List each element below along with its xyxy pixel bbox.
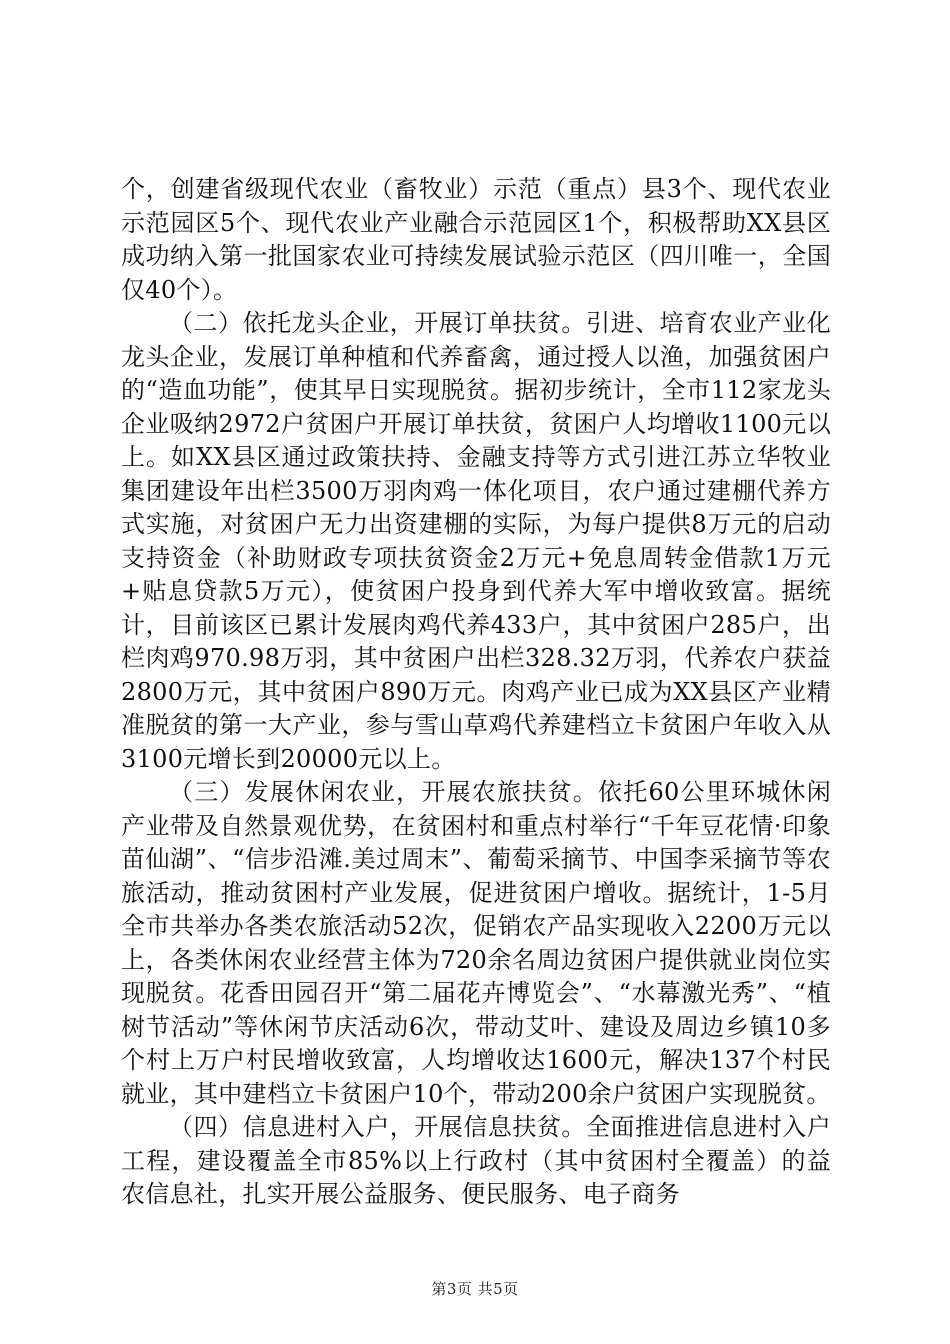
page-footer: 第3页 共5页 (431, 1280, 519, 1298)
paragraph-continuation: 个，创建省级现代农业（畜牧业）示范（重点）县3个、现代农业示范园区5个、现代农业产业融合示范园区1个，积极帮助XX县区成功纳入第一批国家农业可持续发展试验示范区（四川唯一，全国仅40个）。 (121, 175, 831, 304)
paragraph-section-2: （二）依托龙头企业，开展订单扶贫。引进、培育农业产业化龙头企业，发展订单种植和代养畜禽，通过授人以渔，加强贫困户的“造血功能”，使其早日实现脱贫。据初步统计，全市112家龙头企业吸纳2972户贫困户开展订单扶贫，贫困户人均增收1100元以上。如XX县区通过政策扶持、金融支持等方式引进江苏立华牧业集团建设年出栏3500万羽肉鸡一体化项目，农户通过建棚代养方式实施，对贫困户无力出资建棚的实际，为每户提供8万元的启动支持资金（补助财政专项扶贫资金2万元+免息周转金借款1万元+贴息贷款5万元），使贫困户投身到代养大军中增收致富。据统计，目前该区已累计发展肉鸡代养433户，其中贫困户285户，出栏肉鸡970.98万羽，其中贫困户出栏328.32万羽，代养农户获益2800万元，其中贫困户890万元。肉鸡产业已成为XX县区产业精准脱贫的第一大产业，参与雪山草鸡代养建档立卡贫困户年收入从3100元增长到20000元以上。 (121, 309, 831, 773)
paragraph-section-4: （四）信息进村入户，开展信息扶贫。全面推进信息进村入户工程，建设覆盖全市85%以上行政村（其中贫困村全覆盖）的益农信息社，扎实开展公益服务、便民服务、电子商务 (121, 1113, 831, 1208)
document-body (121, 173, 831, 1212)
paragraph-section-3: （三）发展休闲农业，开展农旅扶贫。依托60公里环城休闲产业带及自然景观优势，在贫困村和重点村举行“千年豆花情·印象苗仙湖”、“信步沿滩.美过周末”、葡萄采摘节、中国李采摘节等农旅活动，推动贫困村产业发展，促进贫困户增收。据统计，1-5月全市共举办各类农旅活动52次，促销农产品实现收入2200万元以上，各类休闲农业经营主体为720余名周边贫困户提供就业岗位实现脱贫。花香田园召开“第二届花卉博览会”、“水幕激光秀”、“植树节活动”等休闲节庆活动6次，带动艾叶、建设及周边乡镇10多个村上万户村民增收致富，人均增收达1600元，解决137个村民就业，其中建档立卡贫困户10个，带动200余户贫困户实现脱贫。 (121, 778, 831, 1108)
